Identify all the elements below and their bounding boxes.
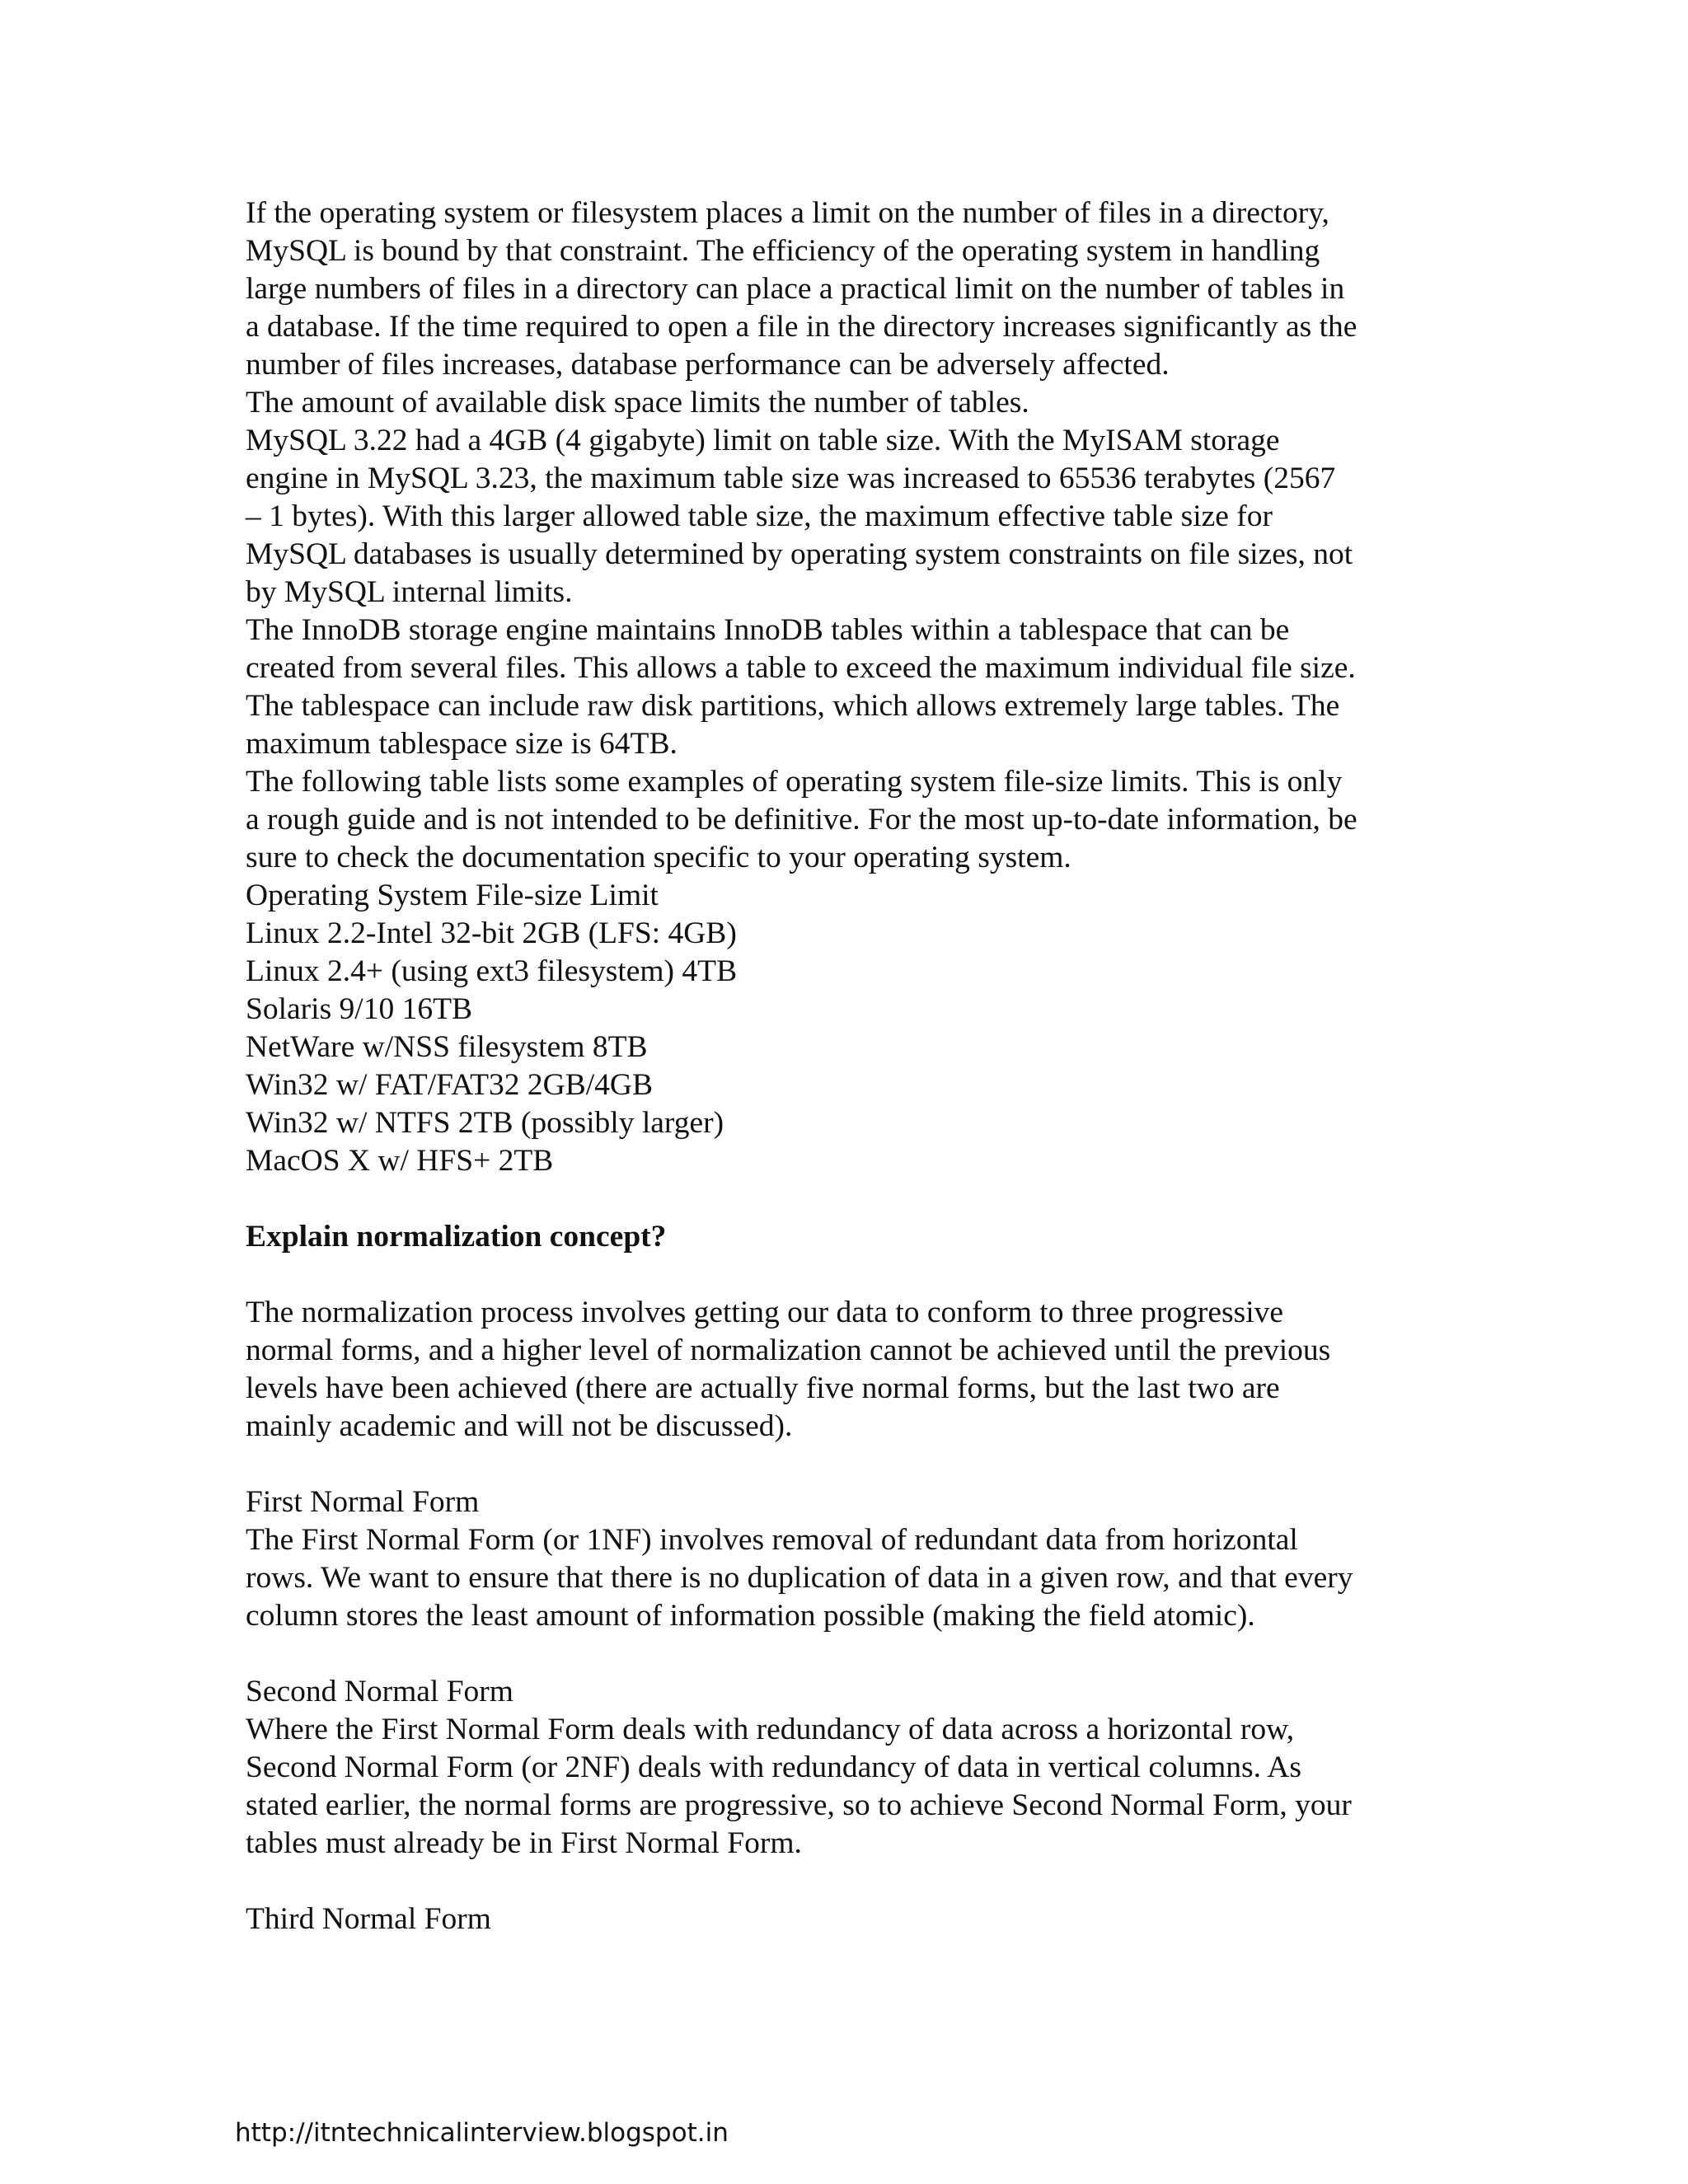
footer-url: http://itntechnicalinterview.blogspot.in <box>235 2118 729 2148</box>
text-line: The InnoDB storage engine maintains InnoDB tables within a tablespace that can be <box>246 613 1290 647</box>
text-line: engine in MySQL 3.23, the maximum table size was increased to 65536 terabytes (2567 <box>246 462 1336 495</box>
text-line: The First Normal Form (or 1NF) involves removal of redundant data from horizontal <box>246 1523 1298 1557</box>
table-row: Win32 w/ NTFS 2TB (possibly larger) <box>246 1106 724 1140</box>
text-line: created from several files. This allows a table to exceed the maximum individual file size. <box>246 651 1356 685</box>
section-title: First Normal Form <box>246 1485 480 1519</box>
text-line: If the operating system or filesystem places a limit on the number of files in a directory, <box>246 196 1329 230</box>
text-line: a rough guide and is not intended to be definitive. For the most up-to-date information, be <box>246 803 1357 837</box>
section-title: Second Normal Form <box>246 1675 513 1708</box>
text-line: Where the First Normal Form deals with redundancy of data across a horizontal row, <box>246 1713 1295 1746</box>
table-row: NetWare w/NSS filesystem 8TB <box>246 1030 648 1064</box>
text-line: mainly academic and will not be discussed). <box>246 1409 793 1443</box>
text-line: tables must already be in First Normal Form. <box>246 1826 802 1860</box>
first-normal-form-section <box>246 1483 1449 1635</box>
text-line: large numbers of files in a directory can place a practical limit on the number of tables in <box>246 272 1345 306</box>
text-line: The following table lists some examples of operating system file-size limits. This is only <box>246 765 1343 799</box>
text-line: rows. We want to ensure that there is no duplication of data in a given row, and that every <box>246 1561 1353 1595</box>
text-line: maximum tablespace size is 64TB. <box>246 727 678 761</box>
section-title: Third Normal Form <box>246 1902 491 1936</box>
second-normal-form-section <box>246 1673 1449 1863</box>
document-body <box>246 194 1449 1938</box>
text-line: – 1 bytes). With this larger allowed table size, the maximum effective table size for <box>246 499 1273 533</box>
text-line: The amount of available disk space limits the number of tables. <box>246 386 1029 419</box>
text-line: Second Normal Form (or 2NF) deals with redundancy of data in vertical columns. As <box>246 1750 1301 1784</box>
spacer <box>246 1256 1449 1294</box>
table-row: Win32 w/ FAT/FAT32 2GB/4GB <box>246 1068 654 1102</box>
spacer <box>246 1446 1449 1483</box>
normalization-intro <box>246 1294 1449 1446</box>
spacer <box>246 1635 1449 1673</box>
text-line: by MySQL internal limits. <box>246 575 573 609</box>
question-heading: Explain normalization concept? <box>246 1220 667 1254</box>
text-line: sure to check the documentation specific to your operating system. <box>246 841 1071 874</box>
spacer <box>246 1180 1449 1218</box>
text-line: stated earlier, the normal forms are progressive, so to achieve Second Normal Form, your <box>246 1788 1352 1822</box>
spacer <box>246 1863 1449 1900</box>
text-line: column stores the least amount of information possible (making the field atomic). <box>246 1599 1255 1633</box>
text-line: MySQL is bound by that constraint. The efficiency of the operating system in handling <box>246 234 1320 268</box>
text-line: a database. If the time required to open a file in the directory increases significantly as the <box>246 310 1357 344</box>
intro-section <box>246 194 1449 877</box>
table-header: Operating System File-size Limit <box>246 879 659 912</box>
text-line: The normalization process involves getting our data to conform to three progressive <box>246 1296 1284 1329</box>
table-row: Linux 2.2-Intel 32-bit 2GB (LFS: 4GB) <box>246 916 737 950</box>
third-normal-form-section <box>246 1900 1449 1938</box>
table-row: Linux 2.4+ (using ext3 filesystem) 4TB <box>246 954 738 988</box>
file-size-limits-table <box>246 877 1449 1180</box>
text-line: normal forms, and a higher level of normalization cannot be achieved until the previous <box>246 1333 1331 1367</box>
table-row: Solaris 9/10 16TB <box>246 992 473 1026</box>
text-line: number of files increases, database performance can be adversely affected. <box>246 348 1170 382</box>
text-line: The tablespace can include raw disk partitions, which allows extremely large tables. The <box>246 689 1340 723</box>
table-row: MacOS X w/ HFS+ 2TB <box>246 1144 554 1178</box>
text-line: MySQL 3.22 had a 4GB (4 gigabyte) limit on table size. With the MyISAM storage <box>246 424 1280 457</box>
text-line: MySQL databases is usually determined by operating system constraints on file sizes, not <box>246 537 1353 571</box>
text-line: levels have been achieved (there are actually five normal forms, but the last two are <box>246 1371 1280 1405</box>
